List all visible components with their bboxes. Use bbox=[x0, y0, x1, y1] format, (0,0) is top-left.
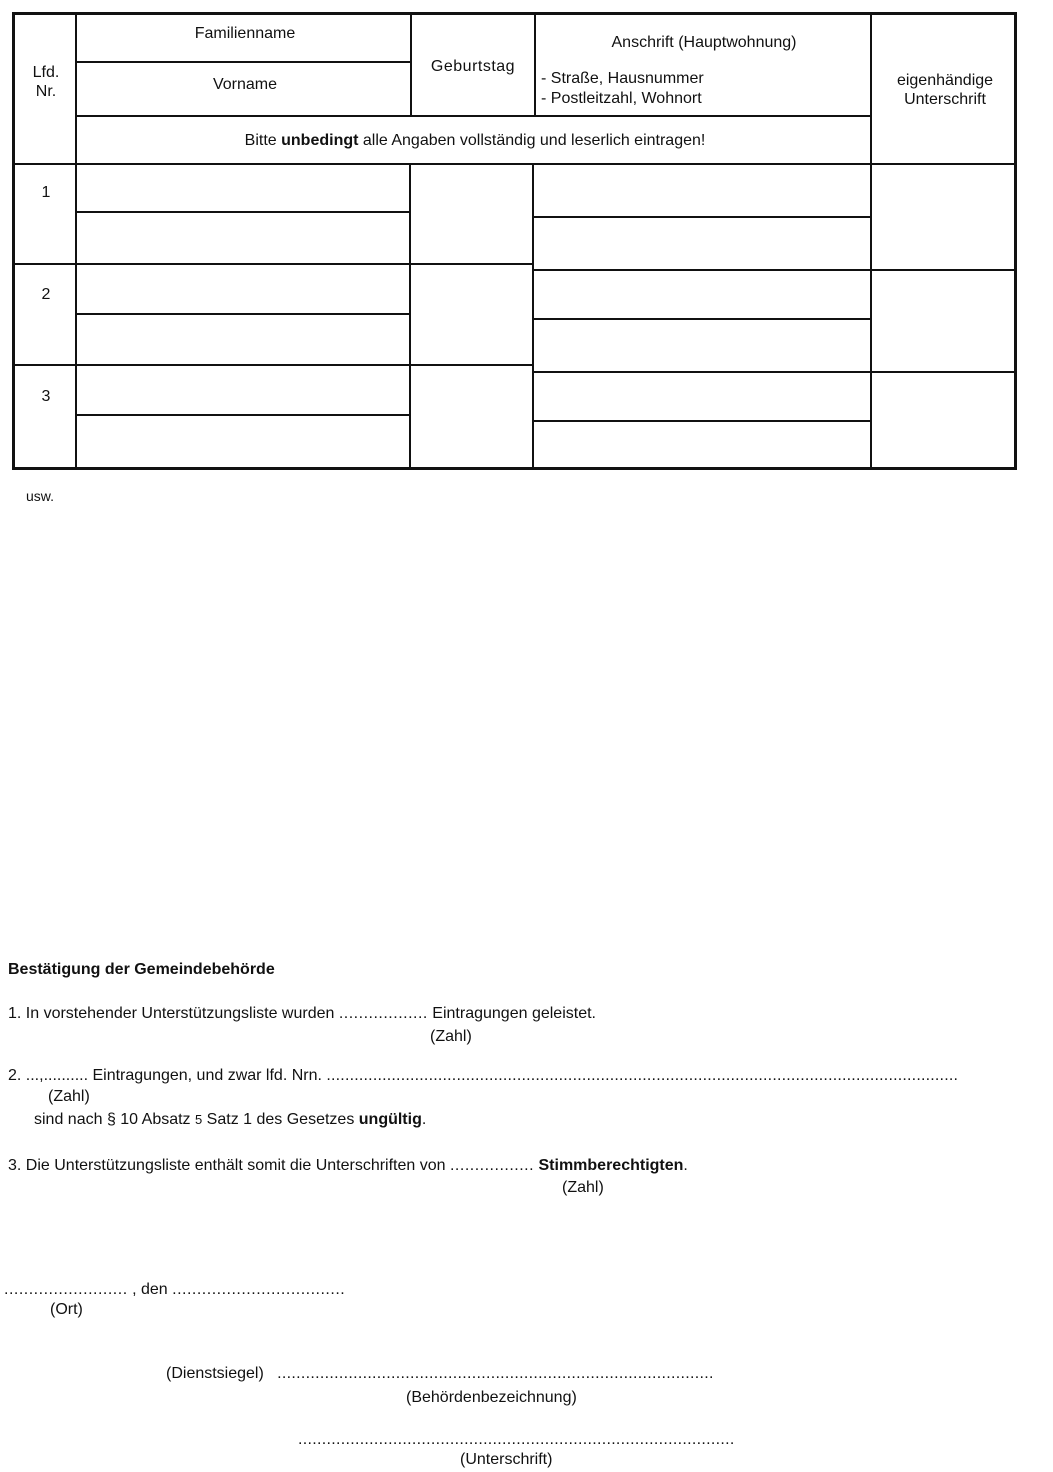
authority-label: (Behördenbezeichnung) bbox=[406, 1389, 577, 1406]
item3-end: . bbox=[683, 1157, 688, 1174]
header-anschrift: Anschrift (Hauptwohnung) bbox=[611, 34, 797, 51]
place-field[interactable]: ......................... bbox=[4, 1281, 128, 1298]
confirmation-item-2-line2 bbox=[34, 1110, 426, 1130]
row1-bottom-right bbox=[533, 269, 1016, 271]
row2-addr-divider bbox=[534, 318, 870, 320]
item2-line2-number: 5 bbox=[195, 1112, 203, 1127]
row2-bottom-right bbox=[533, 371, 1016, 373]
place-label: (Ort) bbox=[50, 1301, 83, 1318]
confirmation-item-3 bbox=[8, 1156, 688, 1176]
date-field[interactable]: ................................... bbox=[172, 1281, 346, 1298]
confirmation-title-text: Bestätigung der Gemeindebehörde bbox=[8, 961, 275, 978]
confirmation-title bbox=[8, 960, 275, 980]
header-instruction-note bbox=[79, 131, 871, 150]
header-lfd-line2: Nr. bbox=[35, 83, 57, 100]
header-signature-line1: eigenhändige bbox=[896, 72, 994, 89]
row3-name-divider bbox=[77, 414, 409, 416]
hdr-line-note bbox=[15, 163, 1016, 165]
header-anschrift-street: - Straße, Hausnummer bbox=[541, 70, 704, 87]
row2-name-divider bbox=[77, 313, 409, 315]
seal-authority-line bbox=[166, 1364, 714, 1384]
row-number-2: 2 bbox=[41, 286, 51, 303]
authority-field[interactable]: ............................................................................................ bbox=[277, 1365, 714, 1382]
item3-zahl-label: (Zahl) bbox=[562, 1179, 604, 1196]
place-date-line bbox=[4, 1280, 345, 1300]
item3-bold: Stimmberechtigten bbox=[534, 1157, 684, 1174]
col-divider-addr bbox=[870, 15, 872, 467]
item1-count-field[interactable]: .................. bbox=[338, 1005, 428, 1022]
signature-label: (Unterschrift) bbox=[460, 1451, 553, 1468]
seal-label: (Dienstsiegel) bbox=[166, 1365, 264, 1382]
header-signature bbox=[873, 71, 1017, 109]
header-lfd-nr bbox=[15, 63, 77, 101]
header-lfd-line1: Lfd. bbox=[32, 64, 60, 81]
item2-line2-mid: Satz 1 des Gesetzes bbox=[202, 1111, 359, 1128]
item2-numbers-field[interactable]: ........................................................................................................................................ bbox=[326, 1067, 959, 1084]
usw-note: usw. bbox=[26, 488, 55, 504]
signature-list-table bbox=[12, 12, 1017, 470]
item2-zahl-label: (Zahl) bbox=[48, 1088, 90, 1105]
row1-name-divider bbox=[77, 211, 409, 213]
hdr-line-vor bbox=[77, 115, 870, 117]
header-geburtstag: Geburtstag bbox=[430, 58, 516, 75]
row-number-1: 1 bbox=[41, 184, 51, 201]
note-suffix: alle Angaben vollständig und leserlich eintragen! bbox=[358, 132, 706, 149]
header-vorname: Vorname bbox=[212, 76, 278, 93]
confirmation-item-1 bbox=[8, 1004, 596, 1024]
item1-prefix: 1. In vorstehender Unterstützungsliste wurden bbox=[8, 1005, 339, 1022]
note-prefix: Bitte bbox=[244, 132, 282, 149]
row-number-3: 3 bbox=[41, 388, 51, 405]
item1-zahl-label: (Zahl) bbox=[430, 1028, 472, 1045]
col-divider-geb bbox=[534, 15, 536, 117]
signature-field[interactable]: ............................................................................................ bbox=[298, 1431, 735, 1448]
item1-suffix: Eintragungen geleistet. bbox=[427, 1005, 596, 1022]
header-anschrift-city: - Postleitzahl, Wohnort bbox=[541, 90, 702, 107]
confirmation-item-2 bbox=[8, 1066, 958, 1086]
note-bold: unbedingt bbox=[281, 132, 359, 149]
item3-prefix: 3. Die Unterstützungsliste enthält somit die Unterschriften von bbox=[8, 1157, 450, 1174]
item3-count-field[interactable]: ................. bbox=[449, 1157, 535, 1174]
row1-addr-divider bbox=[534, 216, 870, 218]
header-familienname: Familienname bbox=[194, 25, 296, 42]
item2-line2-bold: ungültig bbox=[358, 1111, 422, 1128]
item2-prefix: 2. ...,.......... Eintragungen, und zwar lfd. Nrn. bbox=[8, 1067, 327, 1084]
header-signature-line2: Unterschrift bbox=[904, 91, 986, 108]
row1-bottom bbox=[15, 263, 533, 265]
col-divider-geb-body bbox=[532, 165, 534, 467]
place-den: , den bbox=[127, 1281, 173, 1298]
col-divider-name-body bbox=[409, 165, 411, 467]
hdr-line-fam bbox=[77, 61, 410, 63]
item2-line2-end: . bbox=[421, 1111, 427, 1128]
row3-addr-divider bbox=[534, 420, 870, 422]
row2-bottom bbox=[15, 364, 533, 366]
signature-line bbox=[298, 1430, 735, 1450]
item2-line2-prefix: sind nach § 10 Absatz bbox=[34, 1111, 195, 1128]
